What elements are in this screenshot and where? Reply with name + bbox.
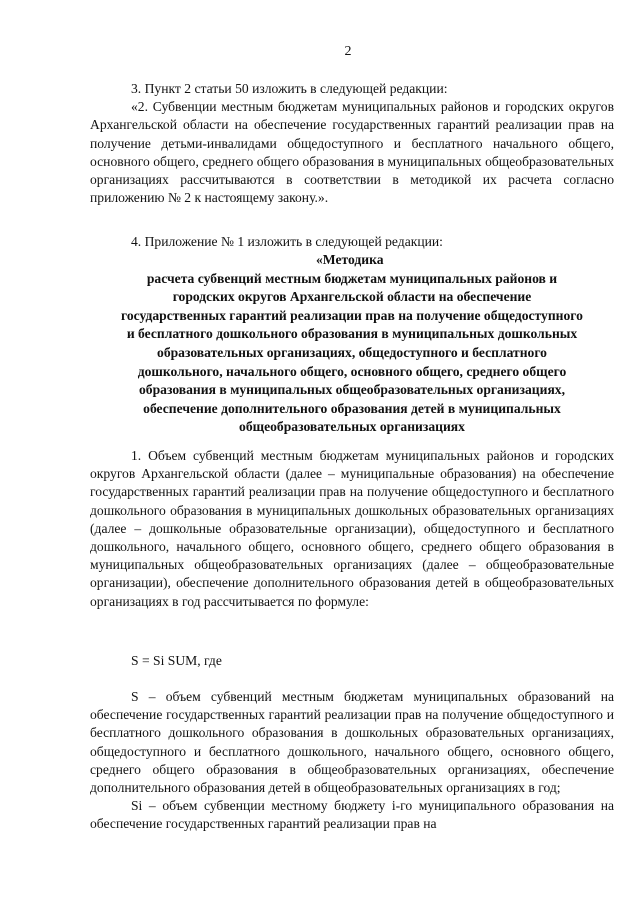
methodology-title-line: дошкольного, начального общего, основного общего, среднего общего	[137, 363, 567, 379]
document-page	[90, 0, 614, 905]
page-number: 2	[344, 44, 352, 59]
formula-text: S = Si SUM, где	[131, 653, 222, 668]
paragraph-1-text: 1. Объем субвенций местным бюджетам муниципальных районов и городских округов Архангельской области (далее – муниципальные образования) на обеспечение государственных гарантий реализации прав на получение общедоступного и бесплатного дошкольного образования в муниципальных дошкольных образовательных организациях (далее – дошкольные образовательные организации), общедоступного и бесплатного дошкольного, начального общего, основного общего, среднего общего образования в муниципальных общеобразовательных организациях (далее – общеобразовательные организации), обеспечение дополнительного образования детей в общеобразовательных организациях в год рассчитывается по формуле:	[90, 448, 614, 609]
methodology-title-head: «Методика	[316, 252, 384, 267]
methodology-title	[90, 251, 614, 437]
methodology-title-line: образовательных организациях, общедоступного и бесплатного	[157, 344, 547, 360]
methodology-title-line: обеспечение дополнительного образования детей в муниципальных	[143, 400, 561, 416]
formula-block	[90, 652, 614, 670]
item-4-heading: 4. Приложение № 1 изложить в следующей редакции:	[131, 234, 443, 249]
methodology-title-line: и бесплатного дошкольного образования в муниципальных дошкольных	[126, 326, 578, 342]
definitions	[90, 688, 614, 834]
methodology-title-line: образования в муниципальных общеобразовательных организациях,	[139, 382, 565, 398]
methodology-title-line: общеобразовательных организациях	[239, 419, 465, 435]
methodology-title-line: расчета субвенций местным бюджетам муниципальных районов и	[146, 270, 558, 286]
definition-si: Si – объем субвенции местному бюджету i-го муниципального образования на обеспечение государственных гарантий реализации прав на	[90, 798, 614, 832]
item-3-body: «2. Субвенции местным бюджетам муниципальных районов и городских округов Архангельской области на обеспечение государственных гарантий реализации прав на получение детьми-инвалидами общедоступного и бесплатного начального общего, основного общего, среднего общего образования в муниципальных общеобразовательных организациях рассчитываются в соответствии в методикой их расчета согласно приложению № 2 к настоящему закону.».	[90, 99, 614, 206]
methodology-paragraph-1	[90, 447, 614, 611]
item-4	[90, 233, 614, 251]
methodology-title-line: городских округов Архангельской области на обеспечение	[172, 289, 532, 305]
methodology-title-line: государственных гарантий реализации прав на получение общедоступного	[121, 307, 583, 323]
item-3	[90, 80, 614, 207]
definition-s: S – объем субвенций местным бюджетам муниципальных образований на обеспечение государственных гарантий реализации прав на получение общедоступного и бесплатного дошкольного образования в дошкольных образовательных организациях, общедоступного и бесплатного дошкольного, начального общего, основного общего, среднего общего образования в общеобразовательных организациях, обеспечение дополнительного образования детей в общеобразовательных организациях в год;	[90, 689, 614, 796]
item-3-heading: 3. Пункт 2 статьи 50 изложить в следующей редакции:	[131, 81, 448, 96]
